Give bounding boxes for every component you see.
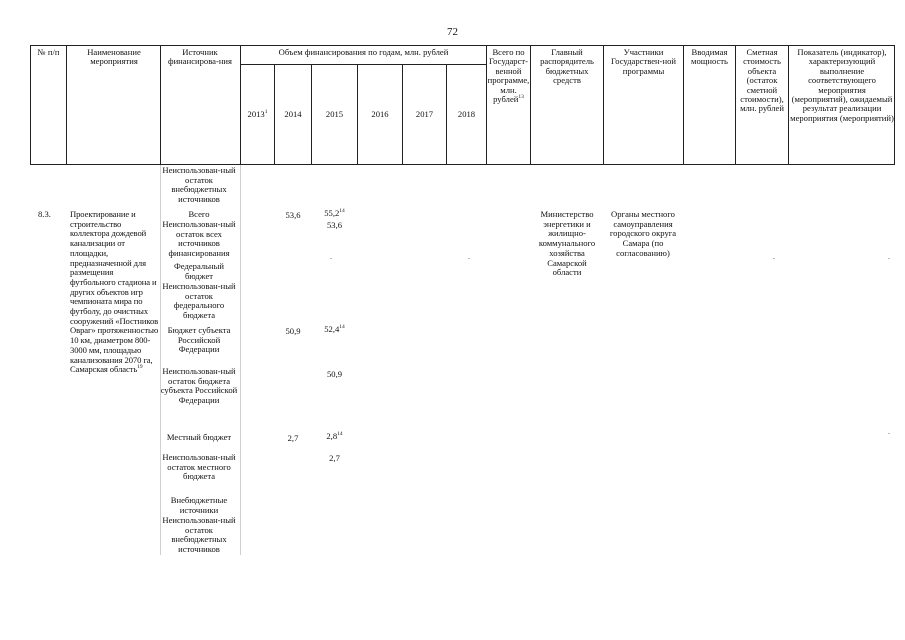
source-extrabudgetary: Внебюджетные источники	[170, 495, 228, 515]
value-regional-2015: 52,4$^{14}$	[324, 324, 345, 334]
row-name: Проектирование и строительство коллектора дождевой канализации от площадки, предназначенной для размещения футбольного стадиона и других объектов игр чемпионата мира по футболу, до очистных сооружений «Постников Овраг» протяженностью 10 км, диаметром 800-3000 мм, площадью канализования 2070 га, Самарская область$^{19}$	[70, 209, 159, 375]
header-year-2016: 2016	[371, 109, 389, 119]
value-regional-2014: 50,9	[285, 326, 301, 336]
source-unused-local: Неиспользован-ный остаток местного бюджета	[162, 452, 236, 482]
header-participants: Участники Государствен-ной программы	[610, 47, 676, 76]
scan-speck	[468, 258, 470, 259]
scan-speck	[888, 433, 890, 434]
source-unused-federal: Неиспользован-ный остаток федерального бюджета	[162, 281, 236, 321]
header-year-2017: 2017	[415, 109, 434, 119]
value-total-2014: 53,6	[285, 210, 301, 220]
header-total: Всего по Государст-венной программе, млн. рублей$^{13}$	[487, 47, 530, 105]
row-manager: Министерство энергетики и жилищно-коммунального хозяйства Самарской области	[538, 209, 596, 278]
header-year-2014: 2014	[284, 109, 302, 119]
source-unused-regional: Неиспользован-ный остаток бюджета субъекта Российской Федерации	[160, 366, 238, 406]
source-total: Всего	[188, 209, 210, 219]
value-unused-local-2015: 2,7	[329, 453, 340, 463]
scan-speck	[773, 258, 775, 259]
value-unused-regional-2015: 50,9	[326, 369, 343, 379]
header-cost: Сметная стоимость объекта (остаток сметной стоимости), млн. рублей	[740, 47, 784, 114]
row-number: 8.3.	[38, 209, 51, 219]
page-number: 72	[447, 26, 458, 38]
source-unused-total: Неиспользован-ный остаток всех источников финансирования	[162, 219, 236, 259]
source-local: Местный бюджет	[166, 432, 232, 442]
scan-speck	[888, 258, 890, 259]
header-manager: Главный распорядитель бюджетных средств	[540, 47, 594, 86]
header-volume: Объем финансирования по годам, млн. рублей	[278, 47, 449, 57]
value-total-2015: 55,2$^{14}$	[324, 208, 345, 218]
scan-speck	[330, 258, 332, 259]
header-number: № п/п	[37, 47, 60, 57]
header-year-2013: 2013$^1$	[247, 109, 268, 119]
header-year-2018: 2018	[457, 109, 476, 119]
value-local-2014: 2,7	[287, 433, 299, 443]
header-capacity: Вводимая мощность	[691, 47, 728, 67]
carryover-source: Неиспользован-ный остаток внебюджетных источников	[162, 165, 236, 205]
header-name: Наименование мероприятия	[87, 47, 141, 67]
value-local-2015: $2,8^{14}$	[326, 431, 343, 441]
row-participants: Органы местного самоуправления городского округа Самара (по согласованию)	[609, 209, 677, 258]
value-unused-total-2015: 53,6	[326, 220, 343, 230]
header-year-2015: 2015	[325, 109, 344, 119]
source-federal: Федеральный бюджет	[173, 261, 225, 281]
header-source: Источник финансирова-ния	[168, 47, 232, 67]
source-unused-extrabudgetary: Неиспользован-ный остаток внебюджетных источников	[162, 515, 236, 555]
header-indicator: Показатель (индикатор), характеризующий выполнение соответствующего мероприятия (мероприятий), ожидаемый результат реализации мероприятия (мероприятий)	[790, 47, 894, 123]
source-regional: Бюджет субъекта Российской Федерации	[167, 325, 231, 355]
